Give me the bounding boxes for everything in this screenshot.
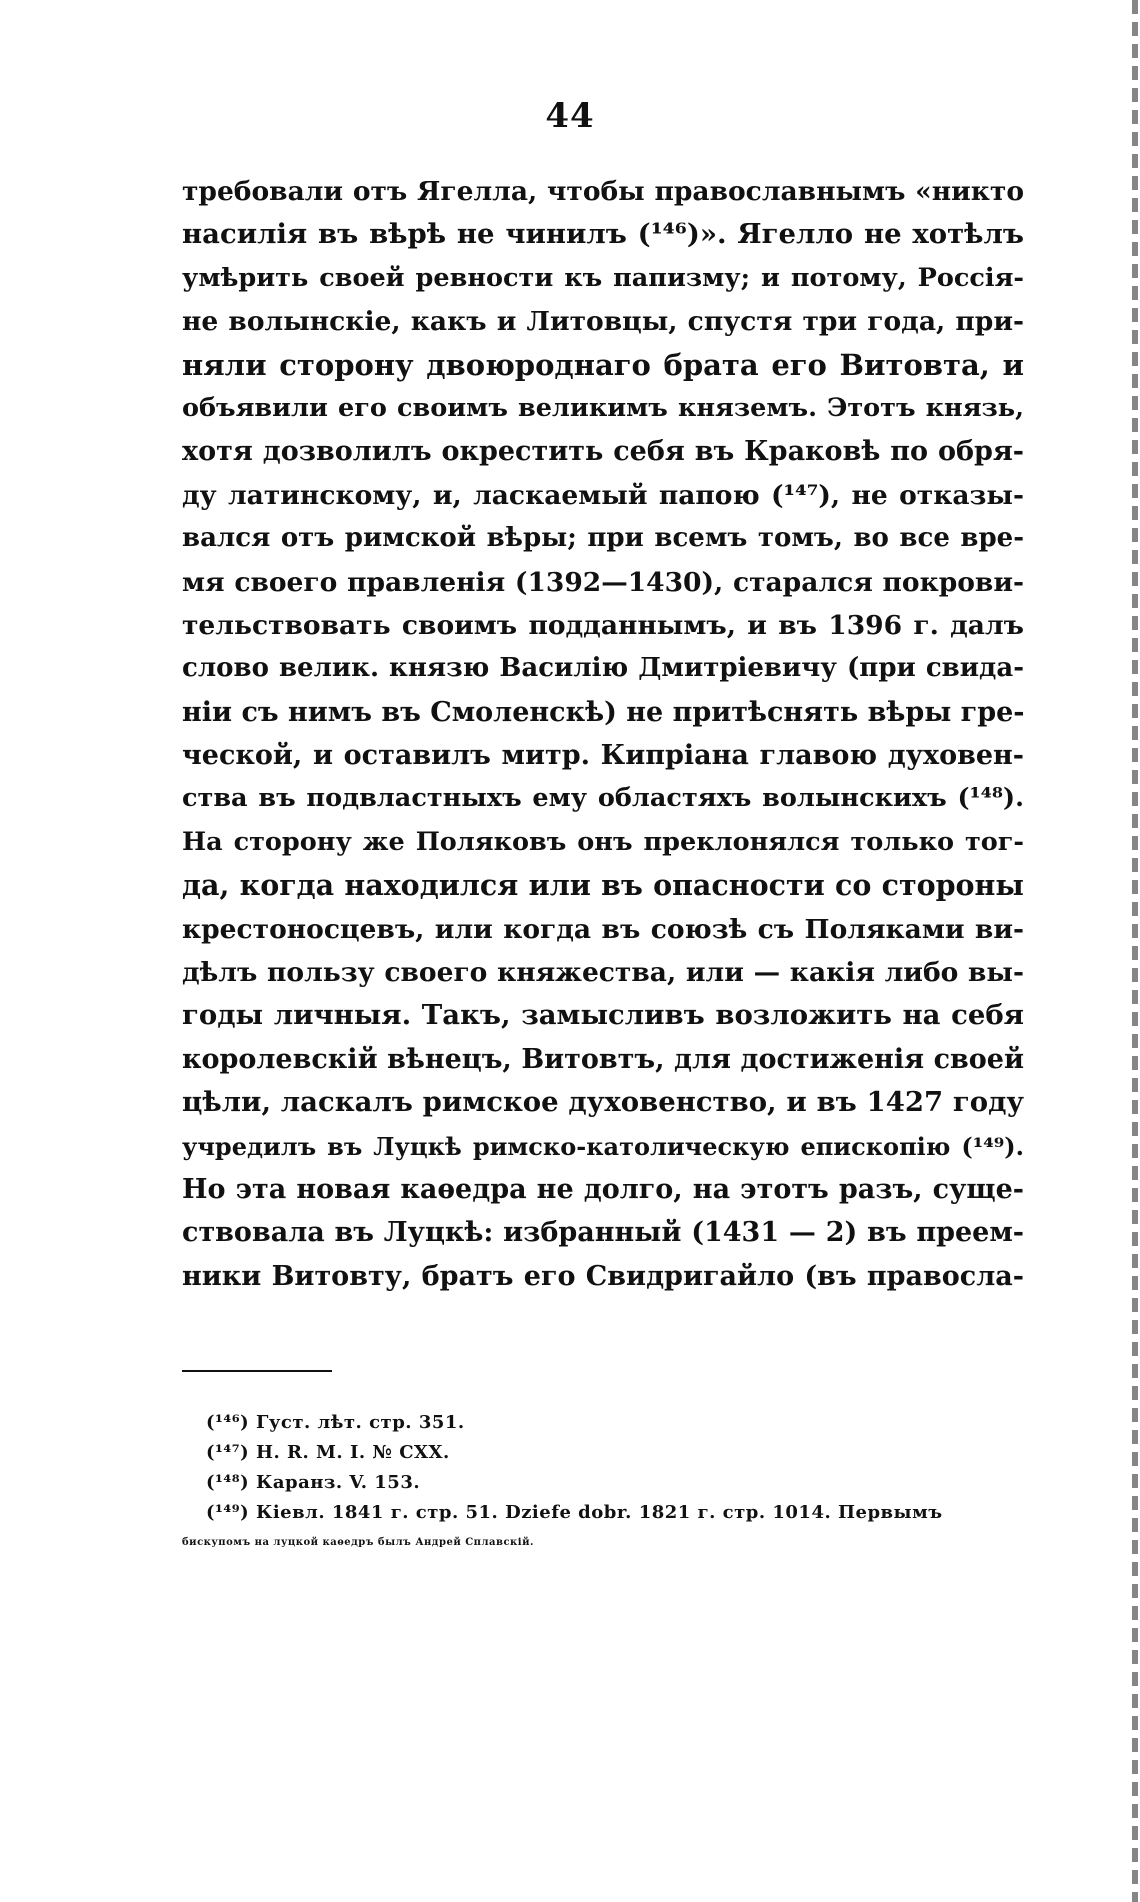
body-line: слово велик. князю Василію Дмитріевичу (при свида- (182, 653, 1024, 684)
body-text (182, 170, 1024, 1298)
body-line: ники Витовту, братъ его Свидригайло (въ правосла- (182, 1260, 1024, 1292)
body-line: ствовала въ Луцкѣ: избранный (1431 — 2) въ преем- (182, 1217, 1024, 1249)
body-line: объявили его своимъ великимъ княземъ. Этотъ князь, (182, 392, 1024, 423)
body-line: дѣлъ пользу своего княжества, или — какія либо вы- (182, 957, 1024, 989)
footnote: (¹⁴⁸) Каранз. V. 153. (206, 1472, 421, 1493)
body-line: королевскій вѣнецъ, Витовтъ, для достиженія своей (182, 1043, 1024, 1075)
body-line: тельствовать своимъ подданнымъ, и въ 1396 г. далъ (182, 609, 1024, 641)
body-line: годы личныя. Такъ, замысливъ возложить на себя (182, 999, 1024, 1032)
body-line: ду латинскому, и, ласкаемый папою (¹⁴⁷), не отказы- (182, 479, 1024, 511)
body-line: умѣрить своей ревности къ папизму; и потому, Россія- (182, 262, 1024, 293)
footnote: (¹⁴⁷) Н. R. M. I. № CXX. (206, 1442, 450, 1463)
body-line: цѣли, ласкалъ римское духовенство, и въ 1427 году (182, 1086, 1024, 1119)
body-line: насилія въ вѣрѣ не чинилъ (¹⁴⁶)». Ягелло не хотѣлъ (182, 218, 1024, 251)
body-line: вался отъ римской вѣры; при всемъ томъ, во все вре- (182, 523, 1024, 554)
footnote: (¹⁴⁹) Кіевл. 1841 г. стр. 51. Dziefe dobr. 1821 г. стр. 1014. Первымъ (206, 1502, 943, 1523)
body-line: На сторону же Поляковъ онъ преклонялся только тог- (182, 826, 1024, 857)
body-line: учредилъ въ Луцкѣ римско-католическую епископію (¹⁴⁹). (182, 1131, 1024, 1161)
body-line: да, когда находился или въ опасности со стороны (182, 868, 1024, 903)
footnotes (182, 1408, 1026, 1558)
body-line: не волынскіе, какъ и Литовцы, спустя три года, при- (182, 306, 1024, 338)
page-edge-marks (1132, 0, 1138, 1902)
footnote: (¹⁴⁶) Густ. лѣт. стр. 351. (206, 1412, 465, 1433)
footnote-continuation: бискупомъ на луцкой каѳедръ былъ Андрей Сплавскій. (182, 1537, 534, 1548)
body-line: ства въ подвластныхъ ему областяхъ волынскихъ (¹⁴⁸). (182, 783, 1024, 814)
body-line: Но эта новая каѳедра не долго, на этотъ разъ, суще- (182, 1173, 1024, 1205)
body-line: мя своего правленія (1392—1430), старался покрови- (182, 566, 1024, 598)
body-line: крестоносцевъ, или когда въ союзѣ съ Поляками ви- (182, 913, 1024, 945)
body-line: хотя дозволилъ окрестить себя въ Краковѣ по обря- (182, 436, 1024, 468)
page-number: 44 (545, 96, 595, 136)
body-line: няли сторону двоюроднаго брата его Витовта, и (182, 347, 1024, 382)
body-line: ческой, и оставилъ митр. Кипріана главою духовен- (182, 740, 1024, 772)
body-line: ніи съ нимъ въ Смоленскѣ) не притѣснять вѣры гре- (182, 696, 1024, 728)
body-line: требовали отъ Ягелла, чтобы православнымъ «никто (182, 176, 1024, 207)
footnote-separator (182, 1370, 332, 1372)
